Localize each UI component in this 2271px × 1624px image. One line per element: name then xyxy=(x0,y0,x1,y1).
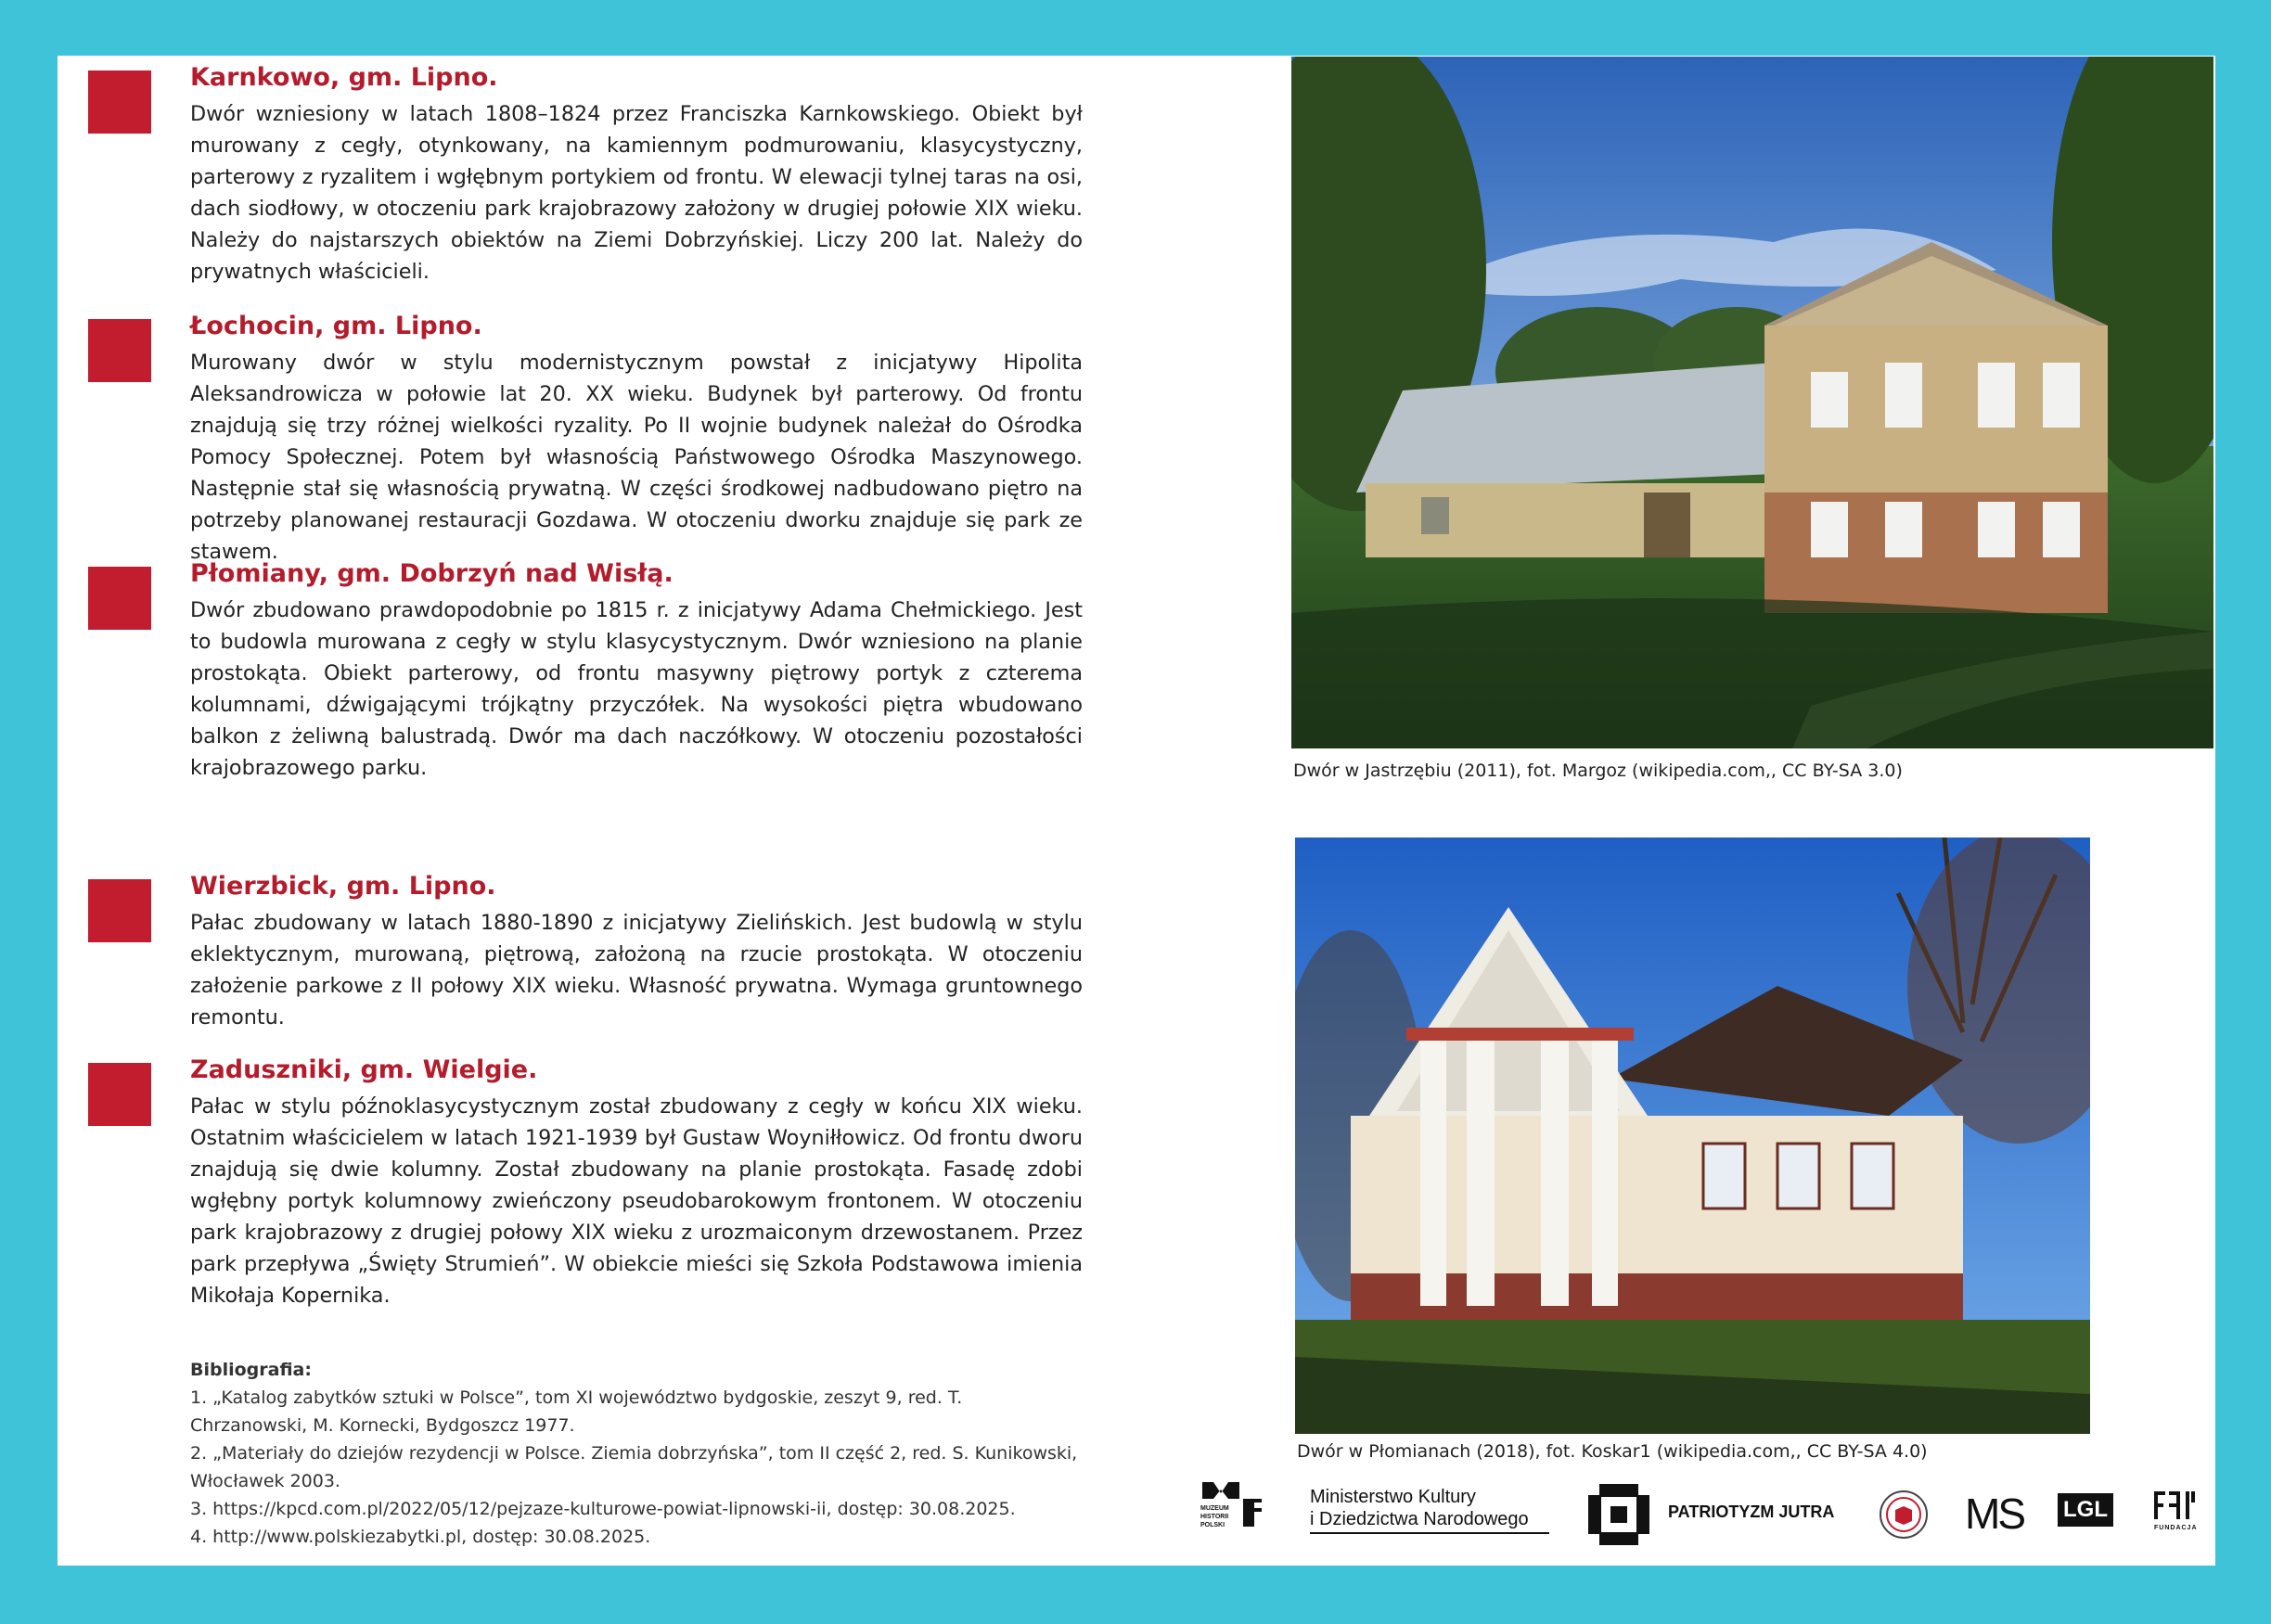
ministry-underline xyxy=(1310,1532,1549,1534)
red-square-marker xyxy=(88,1063,151,1126)
lgl-text: LGL xyxy=(2058,1493,2113,1527)
red-square-marker xyxy=(88,879,151,942)
ministry-logo xyxy=(1310,1480,1551,1549)
photo-caption: Dwór w Jastrzębiu (2011), fot. Margoz (wikipedia.com,, CC BY-SA 3.0) xyxy=(1293,761,1903,781)
entry-title: Karnkowo, gm. Lipno. xyxy=(190,63,498,92)
bibliography-item: 1. „Katalog zabytków sztuki w Polsce”, tom XI województwo bydgoskie, zeszyt 9, red. T. Chrzanowski, M. Kornecki, Bydgoszcz 1977. xyxy=(190,1387,963,1436)
ms-logo xyxy=(1965,1480,2022,1549)
red-square-marker xyxy=(88,70,151,134)
entry-title: Wierzbick, gm. Lipno. xyxy=(190,872,496,901)
entry-karnkowo xyxy=(190,61,1083,288)
entry-body: Murowany dwór w stylu modernistycznym powstał z inicjatywy Hipolita Aleksandrowicza w połowie lat 20. XX wieku. Budynek był parterowy. Od frontu znajdują się trzy różnej wielkości ryzality. Po II wojnie budynek należał do Ośrodka Pomocy Społecznej. Potem był własnością Państwowego Ośrodka Maszynowego. Następnie stał się własnością prywatną. W części środkowej nadbudowano piętro na potrzeby planowanej restauracji Gozdawa. W otoczeniu dworku znajduje się park ze stawem. xyxy=(190,351,1083,564)
red-square-marker xyxy=(88,319,151,382)
patriotyzm-text: PATRIOTYZM JUTRA xyxy=(1668,1503,1835,1521)
entry-lochocin xyxy=(190,310,1083,568)
patriotyzm-logo xyxy=(1588,1480,1839,1549)
bibliography-item: 3. https://kpcd.com.pl/2022/05/12/pejzaze-kulturowe-powiat-lipnowski-ii, dostęp: 30.08.2025. xyxy=(190,1499,1016,1519)
ministry-line1: Ministerstwo Kultury xyxy=(1310,1487,1476,1507)
entry-body: Pałac w stylu późnoklasycystycznym został zbudowany z cegły w końcu XIX wieku. Ostatnim właścicielem w latach 1921-1939 był Gustaw Woyniłłowicz. Od frontu dworu znajdują się dwie kolumny. Został zbudowany na planie prostokąta. Fasadę zdobi wgłębny portyk kolumnowy zwieńczony pseudobarokowym frontonem. W otoczeniu park krajobrazowy z drugiej połowy XIX wieku z urozmaiconym drzewostanem. Przez park przepływa „Święty Strumień”. W obiekcie mieści się Szkoła Podstawowa imienia Mikołaja Kopernika. xyxy=(190,1094,1083,1308)
red-square-marker xyxy=(88,567,151,630)
photo-jastrzebie xyxy=(1291,57,2213,748)
entry-title: Płomiany, gm. Dobrzyń nad Wisłą. xyxy=(190,559,674,588)
entry-title: Łochocin, gm. Lipno. xyxy=(190,312,482,340)
entry-body: Pałac zbudowany w latach 1880-1890 z inicjatywy Zielińskich. Jest budowlą w stylu eklektycznym, murowaną, piętrową, założoną na rzucie prostokąta. W otoczeniu założenie parkowe z II połowy XIX wieku. Własność prywatna. Wymaga gruntownego remontu. xyxy=(190,911,1083,1029)
fundacja-logo xyxy=(2154,1480,2202,1549)
entry-body: Dwór wzniesiony w latach 1808–1824 przez Franciszka Karnkowskiego. Obiekt był murowany z cegły, otynkowany, na kamiennym podmurowaniu, klasycystyczny, parterowy z ryzalitem i wgłębnym portykiem od frontu. W elewacji tylnej taras na osi, dach siodłowy, w otoczeniu park krajobrazowy założony w drugiej połowie XIX wieku. Należy do najstarszych obiektów na Ziemi Dobrzyńskiej. Liczy 200 lat. Należy do prywatnych właścicieli. xyxy=(190,102,1083,284)
bibliography-item: 2. „Materiały do dziejów rezydencji w Polsce. Ziemia dobrzyńska”, tom II część 2, red. S. Kunikowski, Włocławek 2003. xyxy=(190,1443,1078,1491)
photo-plomiany xyxy=(1295,838,2090,1434)
entry-zaduszniki xyxy=(190,1054,1083,1311)
entry-wierzbick xyxy=(190,870,1083,1033)
emblem-logo xyxy=(1879,1480,1929,1549)
bibliography-item: 4. http://www.polskiezabytki.pl, dostęp: 30.08.2025. xyxy=(190,1527,651,1547)
ms-text: MS xyxy=(1965,1490,2023,1538)
lgl-logo xyxy=(2058,1480,2117,1549)
mhp-logo xyxy=(1200,1480,1275,1549)
entry-plomiany xyxy=(190,557,1083,784)
entry-body: Dwór zbudowano prawdopodobnie po 1815 r. z inicjatywy Adama Chełmickiego. Jest to budowla murowana z cegły w stylu klasycystycznym. Dwór wzniesiono na planie prostokąta. Obiekt parterowy, od frontu masywny piętrowy portyk z czterema kolumnami, dźwigającymi trójkątny przyczółek. Na wysokości piętra wbudowano balkon z żeliwną balustradą. Dwór ma dach naczółkowy. W otoczeniu pozostałości krajobrazowego parku. xyxy=(190,598,1083,780)
bibliography xyxy=(190,1356,1083,1551)
fundacja-text: FUNDACJA xyxy=(2154,1525,2198,1531)
bibliography-title: Bibliografia: xyxy=(190,1360,312,1380)
mhp-logo-text: MUZEUM HISTORII POLSKI xyxy=(1200,1505,1229,1528)
entry-title: Zaduszniki, gm. Wielgie. xyxy=(190,1055,538,1084)
photo-caption: Dwór w Płomianach (2018), fot. Koskar1 (wikipedia.com,, CC BY-SA 4.0) xyxy=(1297,1441,1928,1462)
ministry-line2: i Dziedzictwa Narodowego xyxy=(1310,1509,1529,1529)
